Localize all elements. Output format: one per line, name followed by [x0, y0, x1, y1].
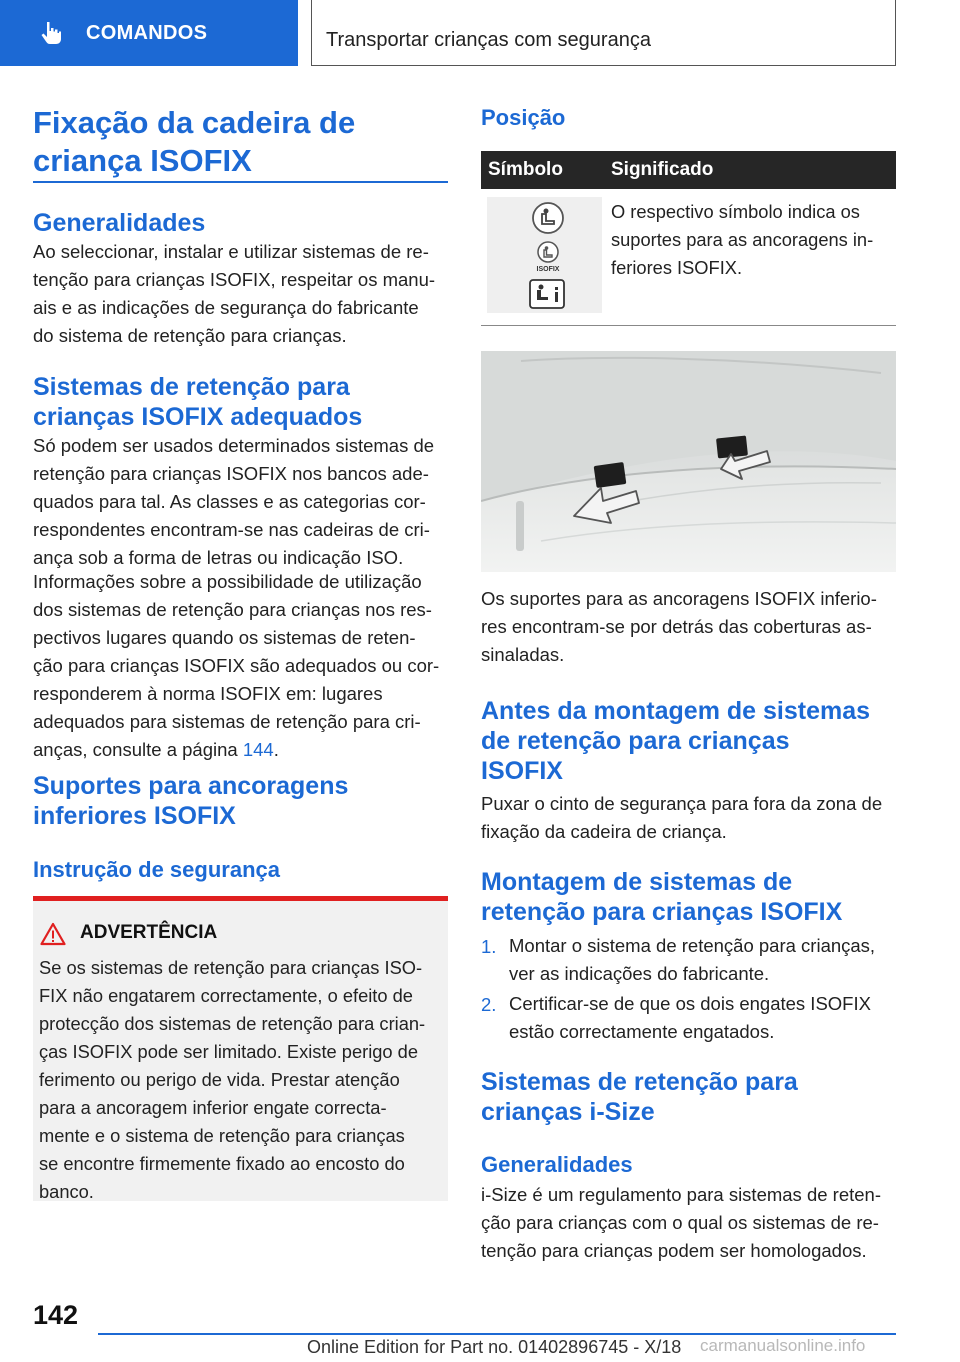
text-line: dos sistemas de retenção para crianças nos res-: [33, 599, 432, 620]
step-text: [509, 990, 871, 1046]
step-number: 1.: [481, 936, 497, 957]
text-line: retenção para crianças ISOFIX nos bancos ade-: [33, 463, 429, 484]
text-line: Ao seleccionar, instalar e utilizar sistemas de re-: [33, 241, 429, 262]
hand-pointer-icon: [38, 20, 64, 46]
heading-line: ISOFIX: [481, 757, 563, 785]
text-line: tenção para crianças podem ser homologados.: [481, 1240, 867, 1261]
section-heading-montagem: [481, 867, 842, 927]
text-line: do sistema de retenção para crianças.: [33, 325, 347, 346]
subsection-heading-instrucao: Instrução de segurança: [33, 857, 280, 882]
text-line: mente e o sistema de retenção para crianças: [39, 1125, 405, 1146]
text-line: pectivos lugares quando os sistemas de reten-: [33, 627, 416, 648]
text-line: Só podem ser usados determinados sistemas de: [33, 435, 435, 456]
main-heading-line: Fixação da cadeira de: [33, 105, 356, 140]
text-line: O respectivo símbolo indica os: [611, 201, 860, 222]
text-line: adequados para sistemas de retenção para cri-: [33, 711, 421, 732]
text-line: ferimento ou perigo de vida. Prestar atenção: [39, 1069, 400, 1090]
step-text: [509, 932, 875, 988]
antes-paragraph: [481, 790, 882, 846]
text-line: FIX não engatarem correctamente, o efeito de: [39, 985, 413, 1006]
photo-caption: [481, 585, 877, 669]
heading-line: crianças ISOFIX adequados: [33, 403, 363, 431]
text-line: ver as indicações do fabricante.: [509, 963, 770, 984]
text-line: [33, 736, 439, 764]
footer-rule: [98, 1333, 896, 1335]
page-title: Transportar crianças com segurança: [326, 29, 651, 51]
text-line: ção para crianças com o qual os sistemas de re-: [481, 1212, 879, 1233]
text-line: feriores ISOFIX.: [611, 257, 743, 278]
text-line: Certificar-se de que os dois engates ISOFIX: [509, 993, 871, 1014]
section-heading-adequados: [33, 372, 362, 432]
heading-line: Sistemas de retenção para: [481, 1068, 798, 1096]
text-line: i-Size é um regulamento para sistemas de reten-: [481, 1184, 881, 1205]
heading-line: Montagem de sistemas de: [481, 868, 793, 896]
isize-paragraph: [481, 1181, 881, 1265]
section-heading-antes: [481, 696, 870, 786]
isofix-icon-label: ISOFIX: [536, 266, 560, 273]
heading-line: inferiores ISOFIX: [33, 802, 236, 830]
text-line: ança sob a forma de letras ou indicação ISO.: [33, 547, 404, 568]
symbol-meaning-text: [611, 198, 873, 282]
warning-title: ADVERTÊNCIA: [80, 922, 218, 943]
child-seat-circle-icon: [530, 200, 566, 236]
text-line: protecção dos sistemas de retenção para crian-: [39, 1013, 426, 1034]
section-tab[interactable]: [0, 0, 298, 66]
section-heading-posicao: Posição: [481, 105, 566, 130]
table-col-symbol: Símbolo: [488, 159, 563, 180]
footer-edition: Online Edition for Part no. 01402896745 - X/18: [307, 1337, 682, 1357]
text-fragment: anças, consulte a página: [33, 739, 243, 760]
text-line: responderem à norma ISOFIX em: lugares: [33, 683, 383, 704]
section-label: COMANDOS: [86, 21, 208, 44]
text-fragment: .: [273, 739, 279, 760]
heading-line: Sistemas de retenção para: [33, 373, 350, 401]
text-line: Se os sistemas de retenção para crianças ISO-: [39, 957, 423, 978]
text-line: tenção para crianças ISOFIX, respeitar os manu-: [33, 269, 436, 290]
text-line: Informações sobre a possibilidade de utilização: [33, 571, 422, 592]
main-heading-line: criança ISOFIX: [33, 143, 252, 178]
warning-triangle-icon: [40, 922, 66, 946]
isofix-seat-photo: [481, 351, 896, 572]
seat-info-icon: [528, 278, 566, 310]
text-line: estão correctamente engatados.: [509, 1021, 775, 1042]
text-line: suportes para as ancoragens in-: [611, 229, 874, 250]
text-line: sinaladas.: [481, 644, 565, 665]
step-number: 2.: [481, 994, 497, 1015]
section-heading-isize: [481, 1067, 798, 1127]
info-paragraph: [33, 568, 439, 764]
table-bottom-rule: [481, 325, 896, 326]
text-line: res encontram-se por detrás das coberturas as-: [481, 616, 872, 637]
section-heading-generalidades: Generalidades: [33, 209, 206, 237]
text-line: banco.: [39, 1181, 94, 1202]
heading-line: Suportes para ancoragens: [33, 772, 349, 800]
text-line: Montar o sistema de retenção para crianças,: [509, 935, 876, 956]
text-line: Os suportes para as ancoragens ISOFIX inferio-: [481, 588, 877, 609]
text-line: ais e as indicações de segurança do fabricante: [33, 297, 419, 318]
heading-line: retenção para crianças ISOFIX: [481, 898, 843, 926]
heading-line: de retenção para crianças: [481, 727, 790, 755]
table-col-meaning: Significado: [611, 159, 714, 180]
adequados-paragraph: [33, 432, 434, 572]
text-line: Puxar o cinto de segurança para fora da zona de: [481, 793, 883, 814]
generalidades-paragraph: [33, 238, 435, 350]
text-line: respondentes encontram-se nas cadeiras de cri-: [33, 519, 430, 540]
text-line: quados para tal. As classes e as categorias cor-: [33, 491, 426, 512]
text-line: se encontre firmemente fixado ao encosto do: [39, 1153, 405, 1174]
heading-line: crianças i-Size: [481, 1098, 655, 1126]
subsection-heading-generalidades: Generalidades: [481, 1152, 633, 1177]
text-line: ças ISOFIX pode ser limitado. Existe perigo de: [39, 1041, 419, 1062]
page-number: 142: [33, 1300, 79, 1330]
watermark: carmanualsonline.info: [700, 1336, 866, 1355]
main-heading: [33, 104, 355, 180]
warning-text: [39, 954, 425, 1206]
text-line: para a ancoragem inferior engate correcta-: [39, 1097, 387, 1118]
text-line: fixação da cadeira de criança.: [481, 821, 727, 842]
heading-underline: [33, 181, 448, 183]
section-heading-suportes: [33, 771, 348, 831]
text-line: ção para crianças ISOFIX são adequados ou cor-: [33, 655, 440, 676]
page-reference-link[interactable]: 144: [242, 739, 274, 760]
heading-line: Antes da montagem de sistemas: [481, 697, 871, 725]
